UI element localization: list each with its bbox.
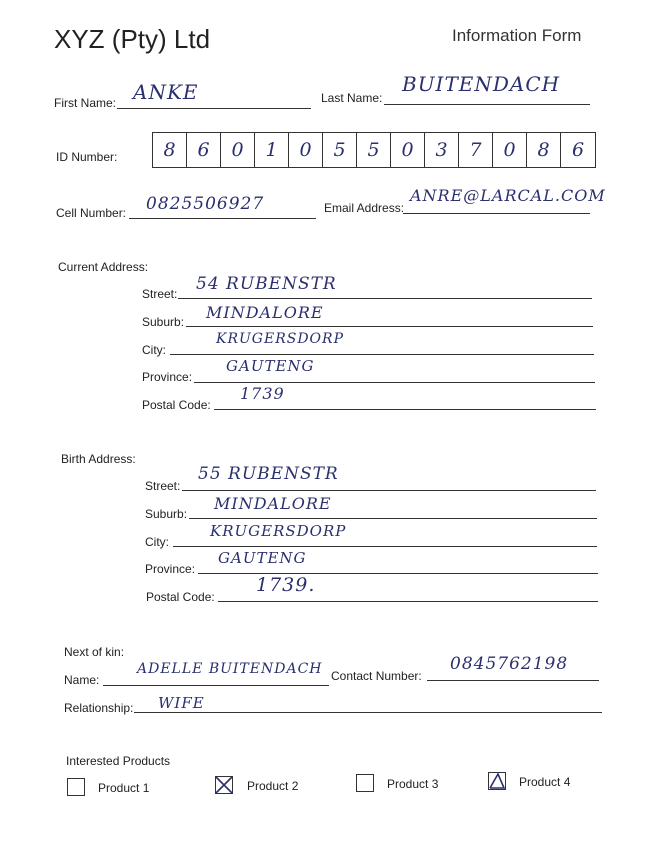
birth-street-label: Street: [145, 479, 181, 493]
last-name-label: Last Name: [321, 91, 383, 105]
id-digit-box[interactable]: 7 [459, 133, 493, 167]
kin-name-line [103, 685, 329, 686]
birth-street-value[interactable]: 55 RUBENSTR [198, 464, 339, 484]
current-address-heading: Current Address: [58, 260, 149, 274]
current-city-label: City: [142, 343, 166, 357]
email-address-value[interactable]: ANRE@LARCAL.COM [410, 186, 606, 205]
product-3-label: Product 3 [387, 777, 439, 791]
current-street-value[interactable]: 54 RUBENSTR [196, 274, 337, 294]
relationship-line [134, 712, 602, 713]
product-1-checkbox[interactable] [67, 778, 85, 796]
current-province-value[interactable]: GAUTENG [226, 357, 315, 375]
id-digit-box[interactable]: 0 [391, 133, 425, 167]
email-address-label: Email Address: [324, 201, 405, 215]
contact-number-label: Contact Number: [331, 669, 422, 683]
kin-name-label: Name: [64, 673, 100, 687]
birth-province-value[interactable]: GAUTENG [218, 549, 307, 567]
cell-number-label: Cell Number: [56, 206, 127, 220]
id-digit-box[interactable]: 1 [255, 133, 289, 167]
current-street-label: Street: [142, 287, 178, 301]
current-street-line [178, 298, 592, 299]
current-suburb-label: Suburb: [142, 315, 185, 329]
product-2-label: Product 2 [247, 779, 299, 793]
product-2-checkbox[interactable] [215, 776, 233, 794]
id-digit-box[interactable]: 8 [527, 133, 561, 167]
current-postal-line [214, 409, 596, 410]
birth-postal-label: Postal Code: [146, 590, 215, 604]
current-suburb-value[interactable]: MINDALORE [206, 303, 324, 322]
kin-name-value[interactable]: ADELLE BUITENDACH [137, 661, 323, 677]
contact-number-value[interactable]: 0845762198 [450, 654, 569, 674]
id-digit-box[interactable]: 5 [323, 133, 357, 167]
id-digit-box[interactable]: 3 [425, 133, 459, 167]
form-title: Information Form [452, 26, 582, 45]
cell-number-line [129, 218, 316, 219]
birth-address-heading: Birth Address: [61, 452, 136, 466]
birth-city-value[interactable]: KRUGERSDORP [210, 522, 347, 540]
current-postal-label: Postal Code: [142, 398, 211, 412]
email-address-line [403, 213, 590, 214]
relationship-value[interactable]: WIFE [158, 694, 205, 712]
birth-street-line [182, 490, 596, 491]
product-4-checkbox[interactable] [488, 772, 506, 790]
first-name-value[interactable]: ANKE [133, 80, 199, 104]
birth-province-label: Province: [145, 562, 196, 576]
id-digit-box[interactable]: 0 [221, 133, 255, 167]
birth-city-label: City: [145, 535, 169, 549]
last-name-value[interactable]: BUITENDACH [402, 72, 561, 96]
birth-city-line [173, 546, 597, 547]
current-city-value[interactable]: KRUGERSDORP [216, 331, 344, 347]
first-name-label: First Name: [54, 96, 117, 110]
current-postal-value[interactable]: 1739 [240, 384, 285, 403]
first-name-line [117, 108, 311, 109]
current-suburb-line [186, 326, 593, 327]
check-mark-icon [486, 770, 508, 792]
id-digit-box[interactable]: 6 [187, 133, 221, 167]
birth-suburb-label: Suburb: [145, 507, 188, 521]
id-number-label: ID Number: [56, 150, 118, 164]
product-1-label: Product 1 [98, 781, 150, 795]
birth-suburb-line [189, 518, 597, 519]
current-city-line [170, 354, 594, 355]
id-digit-box[interactable]: 6 [571, 139, 585, 161]
relationship-label: Relationship: [64, 701, 134, 715]
next-of-kin-heading: Next of kin: [64, 645, 125, 659]
id-digit-box[interactable]: 8 [153, 133, 187, 167]
product-3-checkbox[interactable] [356, 774, 374, 792]
id-number-boxes[interactable] [152, 132, 596, 168]
current-province-label: Province: [142, 370, 193, 384]
check-mark-icon [213, 774, 235, 796]
id-digit-box[interactable]: 5 [357, 133, 391, 167]
birth-suburb-value[interactable]: MINDALORE [214, 494, 332, 513]
cell-number-value[interactable]: 0825506927 [146, 194, 265, 214]
product-4-label: Product 4 [519, 775, 571, 789]
contact-number-line [427, 680, 599, 681]
birth-postal-line [218, 601, 598, 602]
current-province-line [194, 382, 595, 383]
interested-products-heading: Interested Products [66, 754, 171, 768]
id-digit-box[interactable]: 0 [289, 133, 323, 167]
birth-postal-value[interactable]: 1739. [256, 574, 316, 596]
last-name-line [384, 104, 590, 105]
company-name: XYZ (Pty) Ltd [54, 24, 211, 54]
id-digit-box[interactable]: 0 [493, 133, 527, 167]
